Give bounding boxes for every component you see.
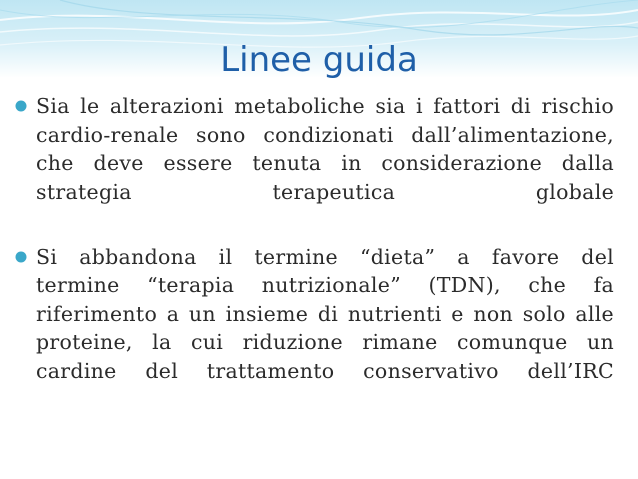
bullet-dot-icon (14, 99, 28, 113)
bullet-text: Si abbandona il termine “dieta” a favore del termine “terapia nutrizionale” (TDN), che fa riferimento a un insieme di nutrienti e non solo alle proteine, la cui riduzione rimane comunque un cardine del trattamento conservativo dell’IRC (36, 244, 614, 383)
slide-title: Linee guida (220, 40, 418, 80)
bullet-dot-icon (14, 250, 28, 264)
bullet-list (14, 92, 614, 422)
bullet-text: Sia le alterazioni metaboliche sia i fattori di rischio cardio-renale sono condizionati dall’alimentazione, che deve essere tenuta in considerazione dalla strategia terapeutica globale (36, 94, 614, 204)
bullet-item (14, 243, 614, 414)
bullet-item (14, 92, 614, 235)
